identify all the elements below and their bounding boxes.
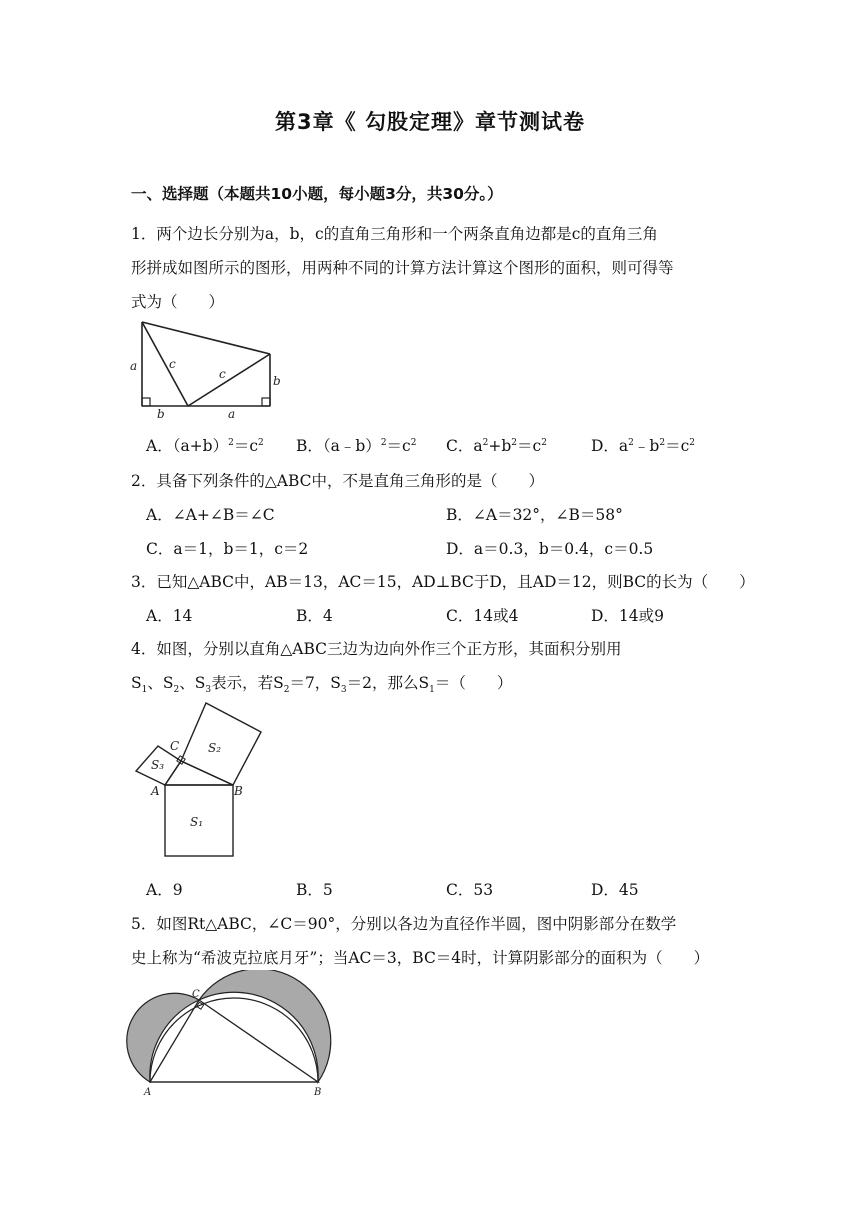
q4-label-s2: S₂ — [208, 741, 222, 755]
q1-option-b: B．$(a﹣b)^2=c^2$ — [296, 437, 417, 455]
q1-right-angle-right — [262, 398, 270, 406]
q1-option-c: C．$a^2+b^2=c^2$ — [446, 437, 547, 455]
q1-right-angle-left — [142, 398, 150, 406]
q1-edge-c1 — [142, 322, 188, 406]
q3-option-c: C．14或4 — [446, 607, 519, 625]
q1-line2: 形拼成如图所示的图形，用两种不同的计算方法计算这个图形的面积，则可得等 — [131, 259, 674, 277]
q3-option-d: D．14或9 — [591, 607, 665, 625]
q2-stem: 2．具备下列条件的△ABC中，不是直角三角形的是（ ） — [131, 472, 545, 490]
q2-option-c: C．a＝1，b＝1，c＝2 — [146, 540, 309, 558]
q1-line3: 式为（ ） — [131, 293, 225, 311]
q1-option-d: D．$a^2﹣b^2=c^2$ — [591, 437, 695, 455]
q5-label-c: C — [192, 989, 200, 1000]
q3-option-b: B．4 — [296, 607, 333, 625]
q1-edge-top — [142, 322, 270, 354]
section-heading: 一、选择题（本题共10小题，每小题3分，共30分。） — [131, 185, 503, 203]
q3-stem: 3．已知△ABC中，AB＝13，AC＝15，AD⊥BC于D，且AD＝12，则BC的长为（ ） — [131, 573, 755, 591]
q1-option-a: A．$(a+b)^2=c^2$ — [146, 437, 264, 455]
q4-option-c: C．53 — [446, 881, 494, 899]
q1-label-a-left: a — [130, 359, 138, 373]
q5-line2: 史上称为“希波克拉底月牙”；当AC＝3，BC＝4时，计算阴影部分的面积为（ ） — [131, 949, 710, 967]
q4-label-b: B — [234, 784, 243, 798]
q1-label-b-right: b — [273, 374, 281, 388]
q5-label-b: B — [314, 1087, 322, 1098]
q1-label-c2: c — [219, 367, 226, 381]
q3-option-a: A．14 — [146, 607, 193, 625]
q4-option-d: D．45 — [591, 881, 639, 899]
q1-line1: 1．两个边长分别为a，b，c的直角三角形和一个两条直角边都是c的直角三角 — [131, 225, 658, 243]
q4-label-a: A — [151, 784, 160, 798]
q4-option-b: B．5 — [296, 881, 333, 899]
q4-line1: 4．如图，分别以直角△ABC三边为边向外作三个正方形，其面积分别用 — [131, 640, 622, 658]
q4-label-s1: S₁ — [190, 815, 204, 829]
q4-line2: $S_1$、$S_2$、$S_3$表示，若$S_2=7$，$S_3=2$，那么$S_1=$（ ） — [131, 674, 513, 696]
q2-option-b: B．∠A＝32°，∠B＝58° — [446, 506, 623, 524]
q1-label-a-bottom: a — [228, 407, 236, 420]
q5-label-a: A — [144, 1087, 152, 1098]
q4-figure — [134, 700, 270, 862]
q4-label-s3: S₃ — [151, 758, 165, 772]
q2-option-a: A．∠A+∠B＝∠C — [146, 506, 275, 524]
page-title: 第3章《 勾股定理》章节测试卷 — [275, 110, 585, 134]
q4-triangle — [165, 761, 233, 785]
q2-option-d: D．a＝0.3，b＝0.4，c＝0.5 — [446, 540, 654, 558]
q1-figure — [128, 318, 288, 420]
q1-label-b-bottom: b — [157, 407, 165, 420]
q1-edge-c2 — [188, 354, 270, 406]
q4-label-c: C — [170, 739, 180, 753]
q5-figure — [126, 970, 340, 1100]
q5-line1: 5．如图Rt△ABC，∠C＝90°，分别以各边为直径作半圆，图中阴影部分在数学 — [131, 915, 677, 933]
q4-option-a: A．9 — [146, 881, 183, 899]
q1-label-c1: c — [169, 357, 176, 371]
